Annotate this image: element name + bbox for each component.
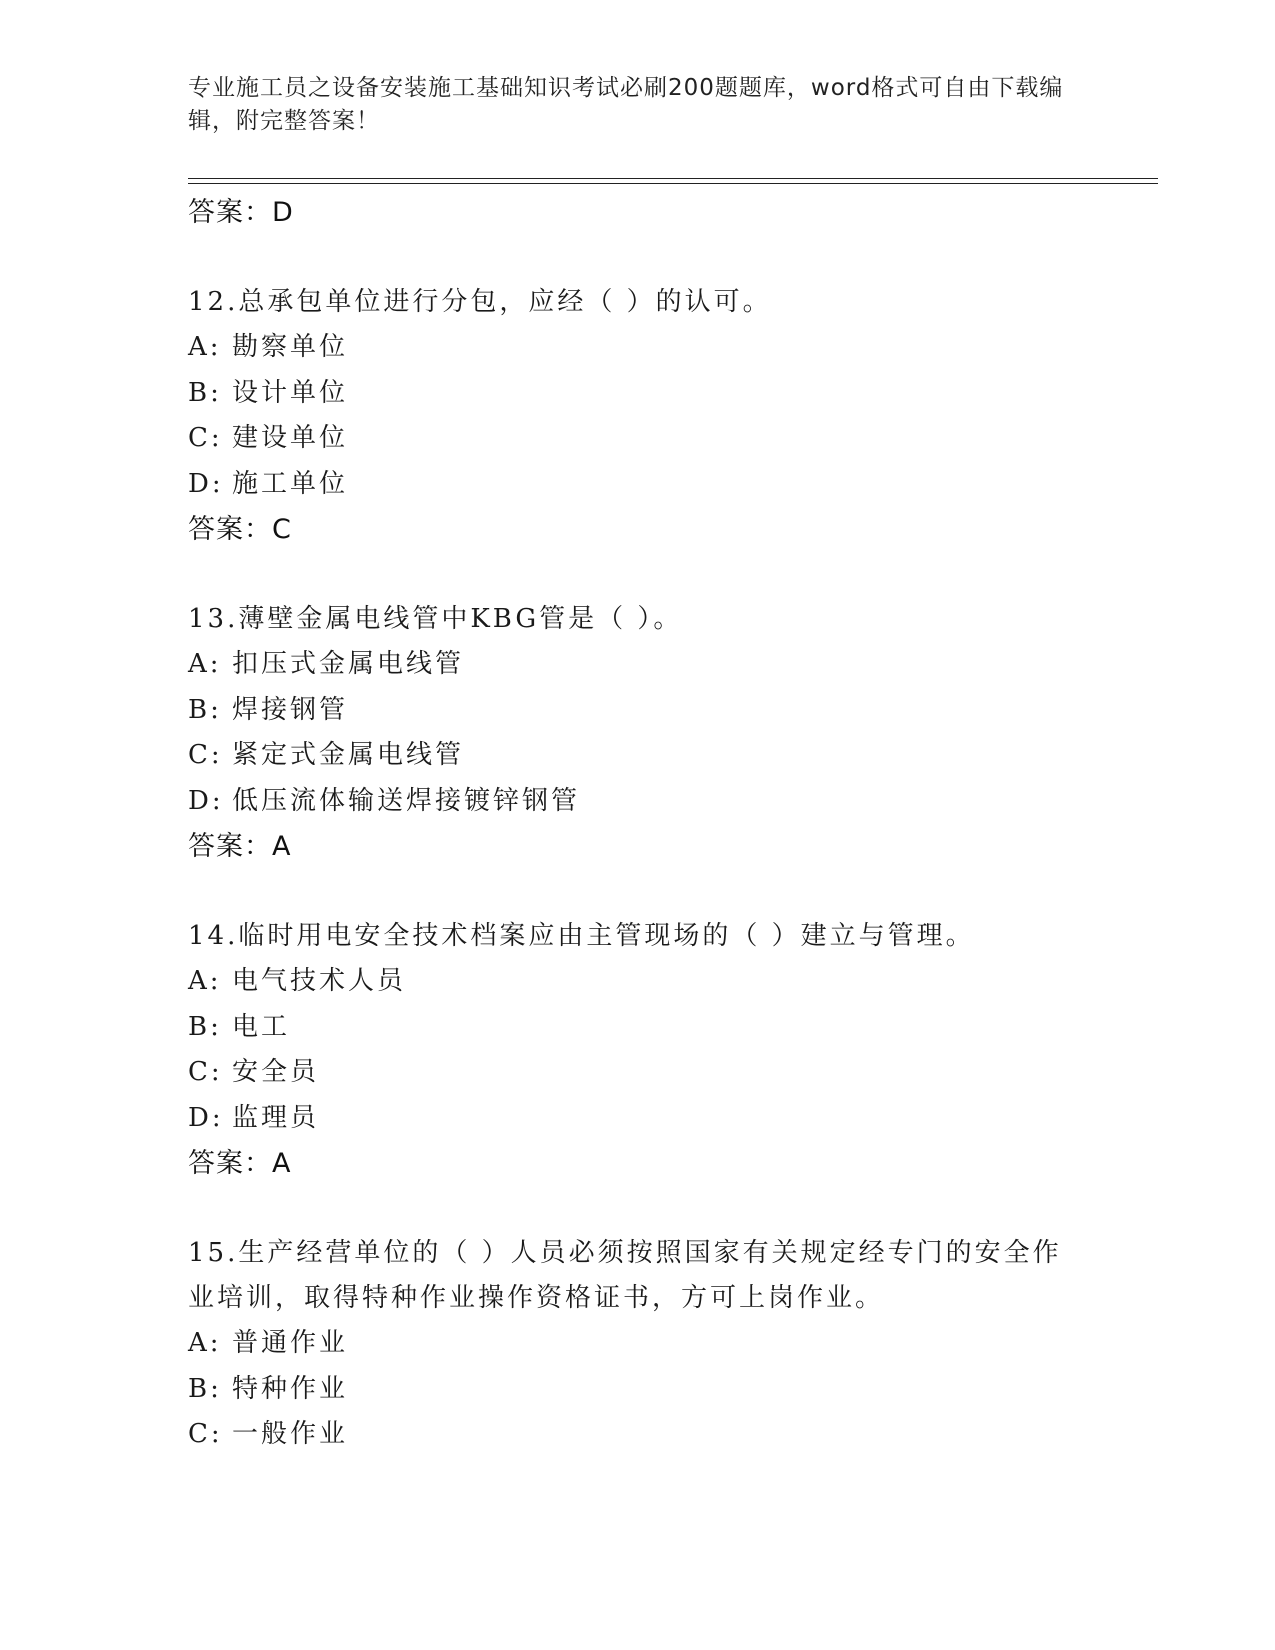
option-text: 一般作业 <box>232 1419 349 1449</box>
option-letter: A: <box>188 1328 222 1358</box>
option-letter: C: <box>188 423 223 453</box>
answer-option <box>188 1005 1088 1051</box>
answer-value: A <box>272 1148 292 1179</box>
option-letter: B: <box>188 1011 222 1042</box>
option-letter: C: <box>188 1057 223 1087</box>
option-letter: A: <box>188 966 222 996</box>
option-text: 监理员 <box>232 1102 320 1133</box>
answer-line <box>188 190 1088 236</box>
option-letter: D: <box>188 1102 224 1133</box>
question-block <box>188 1231 1088 1458</box>
option-text: 普通作业 <box>232 1328 349 1358</box>
option-letter: C: <box>188 1419 223 1449</box>
question-list <box>188 190 1088 1458</box>
question-stem: 12.总承包单位进行分包，应经（ ）的认可。 <box>188 287 772 317</box>
answer-line <box>188 824 1088 870</box>
question-block <box>188 280 1088 553</box>
answer-label: 答案： <box>188 831 272 862</box>
option-text: 扣压式金属电线管 <box>232 649 465 679</box>
option-letter: D: <box>188 468 224 499</box>
question-stem: 13.薄壁金属电线管中KBG管是（ ）。 <box>188 604 683 634</box>
question-stem: 15.生产经营单位的（ ）人员必须按照国家有关规定经专门的安全作业培训，取得特种作业操作资格证书，方可上岗作业。 <box>188 1238 1062 1313</box>
option-letter: D: <box>188 785 224 816</box>
page-header: 专业施工员之设备安装施工基础知识考试必刷200题题库，word格式可自由下载编辑，附完整答案！ <box>188 75 1064 134</box>
answer-label: 答案： <box>188 197 272 228</box>
answer-option <box>188 959 1088 1005</box>
option-text: 勘察单位 <box>232 332 349 362</box>
answer-value: D <box>272 197 294 228</box>
answer-option <box>188 325 1088 371</box>
option-letter: B: <box>188 377 222 408</box>
option-letter: B: <box>188 1373 222 1404</box>
option-text: 紧定式金属电线管 <box>232 740 465 770</box>
question-block <box>188 597 1088 870</box>
option-text: 安全员 <box>232 1057 320 1087</box>
question-stem: 14.临时用电安全技术档案应由主管现场的（ ）建立与管理。 <box>188 921 975 951</box>
option-text: 低压流体输送焊接镀锌钢管 <box>232 785 581 816</box>
answer-option <box>188 688 1088 734</box>
answer-option <box>188 1412 1088 1458</box>
questions-container <box>188 280 1088 1458</box>
answer-value: C <box>272 514 292 545</box>
answer-option <box>188 1096 1088 1142</box>
header-rule-bottom <box>188 183 1158 184</box>
option-text: 特种作业 <box>232 1373 349 1404</box>
answer-option <box>188 462 1088 508</box>
option-letter: C: <box>188 740 223 770</box>
header-rule-top <box>188 178 1158 179</box>
answer-option <box>188 1321 1088 1367</box>
answer-option <box>188 1050 1088 1096</box>
answer-value: A <box>272 831 292 862</box>
option-letter: A: <box>188 649 222 679</box>
question-block <box>188 914 1088 1187</box>
answer-option <box>188 1367 1088 1413</box>
option-letter: A: <box>188 332 222 362</box>
answer-option <box>188 779 1088 825</box>
answer-line <box>188 507 1088 553</box>
option-text: 焊接钢管 <box>232 694 349 725</box>
option-text: 施工单位 <box>232 468 349 499</box>
answer-option <box>188 642 1088 688</box>
answer-option <box>188 733 1088 779</box>
answer-option <box>188 416 1088 462</box>
option-text: 设计单位 <box>232 377 349 408</box>
option-text: 建设单位 <box>232 423 349 453</box>
answer-line <box>188 1141 1088 1187</box>
option-letter: B: <box>188 694 222 725</box>
option-text: 电工 <box>232 1011 291 1042</box>
answer-label: 答案： <box>188 514 272 545</box>
answer-label: 答案： <box>188 1148 272 1179</box>
option-text: 电气技术人员 <box>232 966 407 996</box>
answer-option <box>188 371 1088 417</box>
